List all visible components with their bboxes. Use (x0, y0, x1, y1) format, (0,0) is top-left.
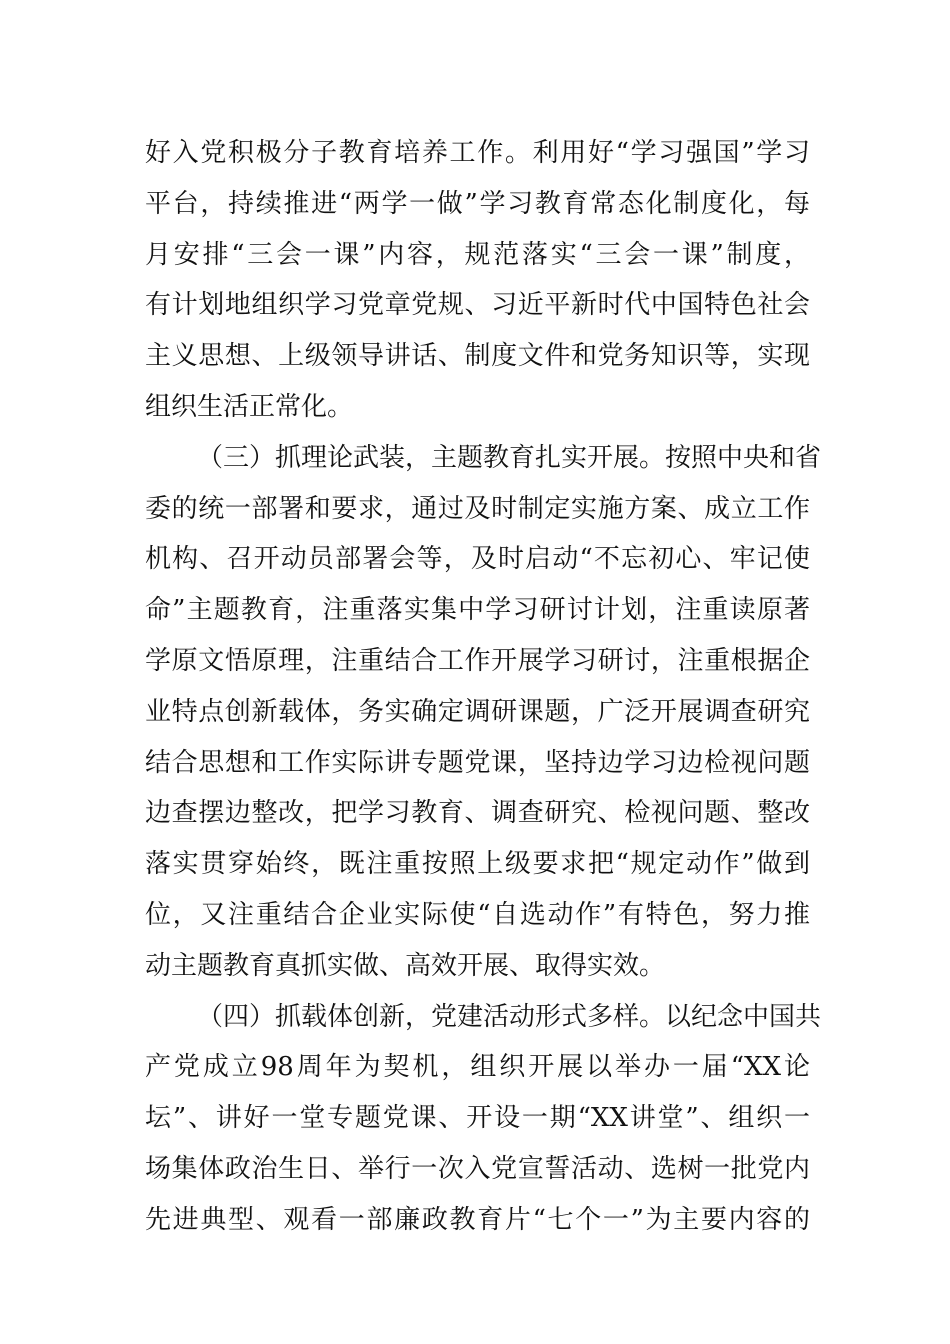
text-line: 位，又注重结合企业实际使“自选动作”有特色，努力推 (145, 899, 810, 930)
text-line: 坛”、讲好一堂专题党课、开设一期“XX讲堂”、组织一 (145, 1103, 810, 1134)
text-line: 结合思想和工作实际讲专题党课，坚持边学习边检视问题 (145, 747, 810, 778)
text-line: 边查摆边整改，把学习教育、调查研究、检视问题、整改 (145, 798, 810, 829)
document-body (145, 128, 822, 1246)
text-line: 场集体政治生日、举行一次入党宣誓活动、选树一批党内 (145, 1153, 810, 1184)
text-line: 机构、召开动员部署会等，及时启动“不忘初心、牢记使 (145, 544, 810, 575)
text-line: 业特点创新载体，务实确定调研课题，广泛开展调查研究 (145, 696, 810, 727)
text-line: 命”主题教育，注重落实集中学习研讨计划，注重读原著 (145, 595, 810, 626)
text-line: 落实贯穿始终，既注重按照上级要求把“规定动作”做到 (145, 849, 810, 880)
text-line: 学原文悟原理，注重结合工作开展学习研讨，注重根据企 (145, 645, 810, 676)
section-heading-line: （三）抓理论武装，主题教育扎实开展。按照中央和省 (197, 442, 822, 473)
text-line: 平台，持续推进“两学一做”学习教育常态化制度化，每 (145, 188, 810, 219)
text-line: 组织生活正常化。 (145, 391, 354, 422)
text-line: 有计划地组织学习党章党规、习近平新时代中国特色社会 (145, 290, 810, 321)
text-line: 好入党积极分子教育培养工作。利用好“学习强国”学习 (145, 138, 810, 168)
text-line: 产党成立98周年为契机，组织开展以举办一届“XX论 (145, 1052, 810, 1083)
section-heading-line: （四）抓载体创新，党建活动形式多样。以纪念中国共 (197, 1001, 822, 1032)
text-line: 主义思想、上级领导讲话、制度文件和党务知识等，实现 (145, 341, 810, 372)
text-line: 月安排“三会一课”内容，规范落实“三会一课”制度， (145, 239, 810, 270)
text-line: 先进典型、观看一部廉政教育片“七个一”为主要内容的 (145, 1204, 810, 1235)
text-line: 动主题教育真抓实做、高效开展、取得实效。 (145, 950, 666, 981)
text-line: 委的统一部署和要求，通过及时制定实施方案、成立工作 (145, 493, 810, 524)
